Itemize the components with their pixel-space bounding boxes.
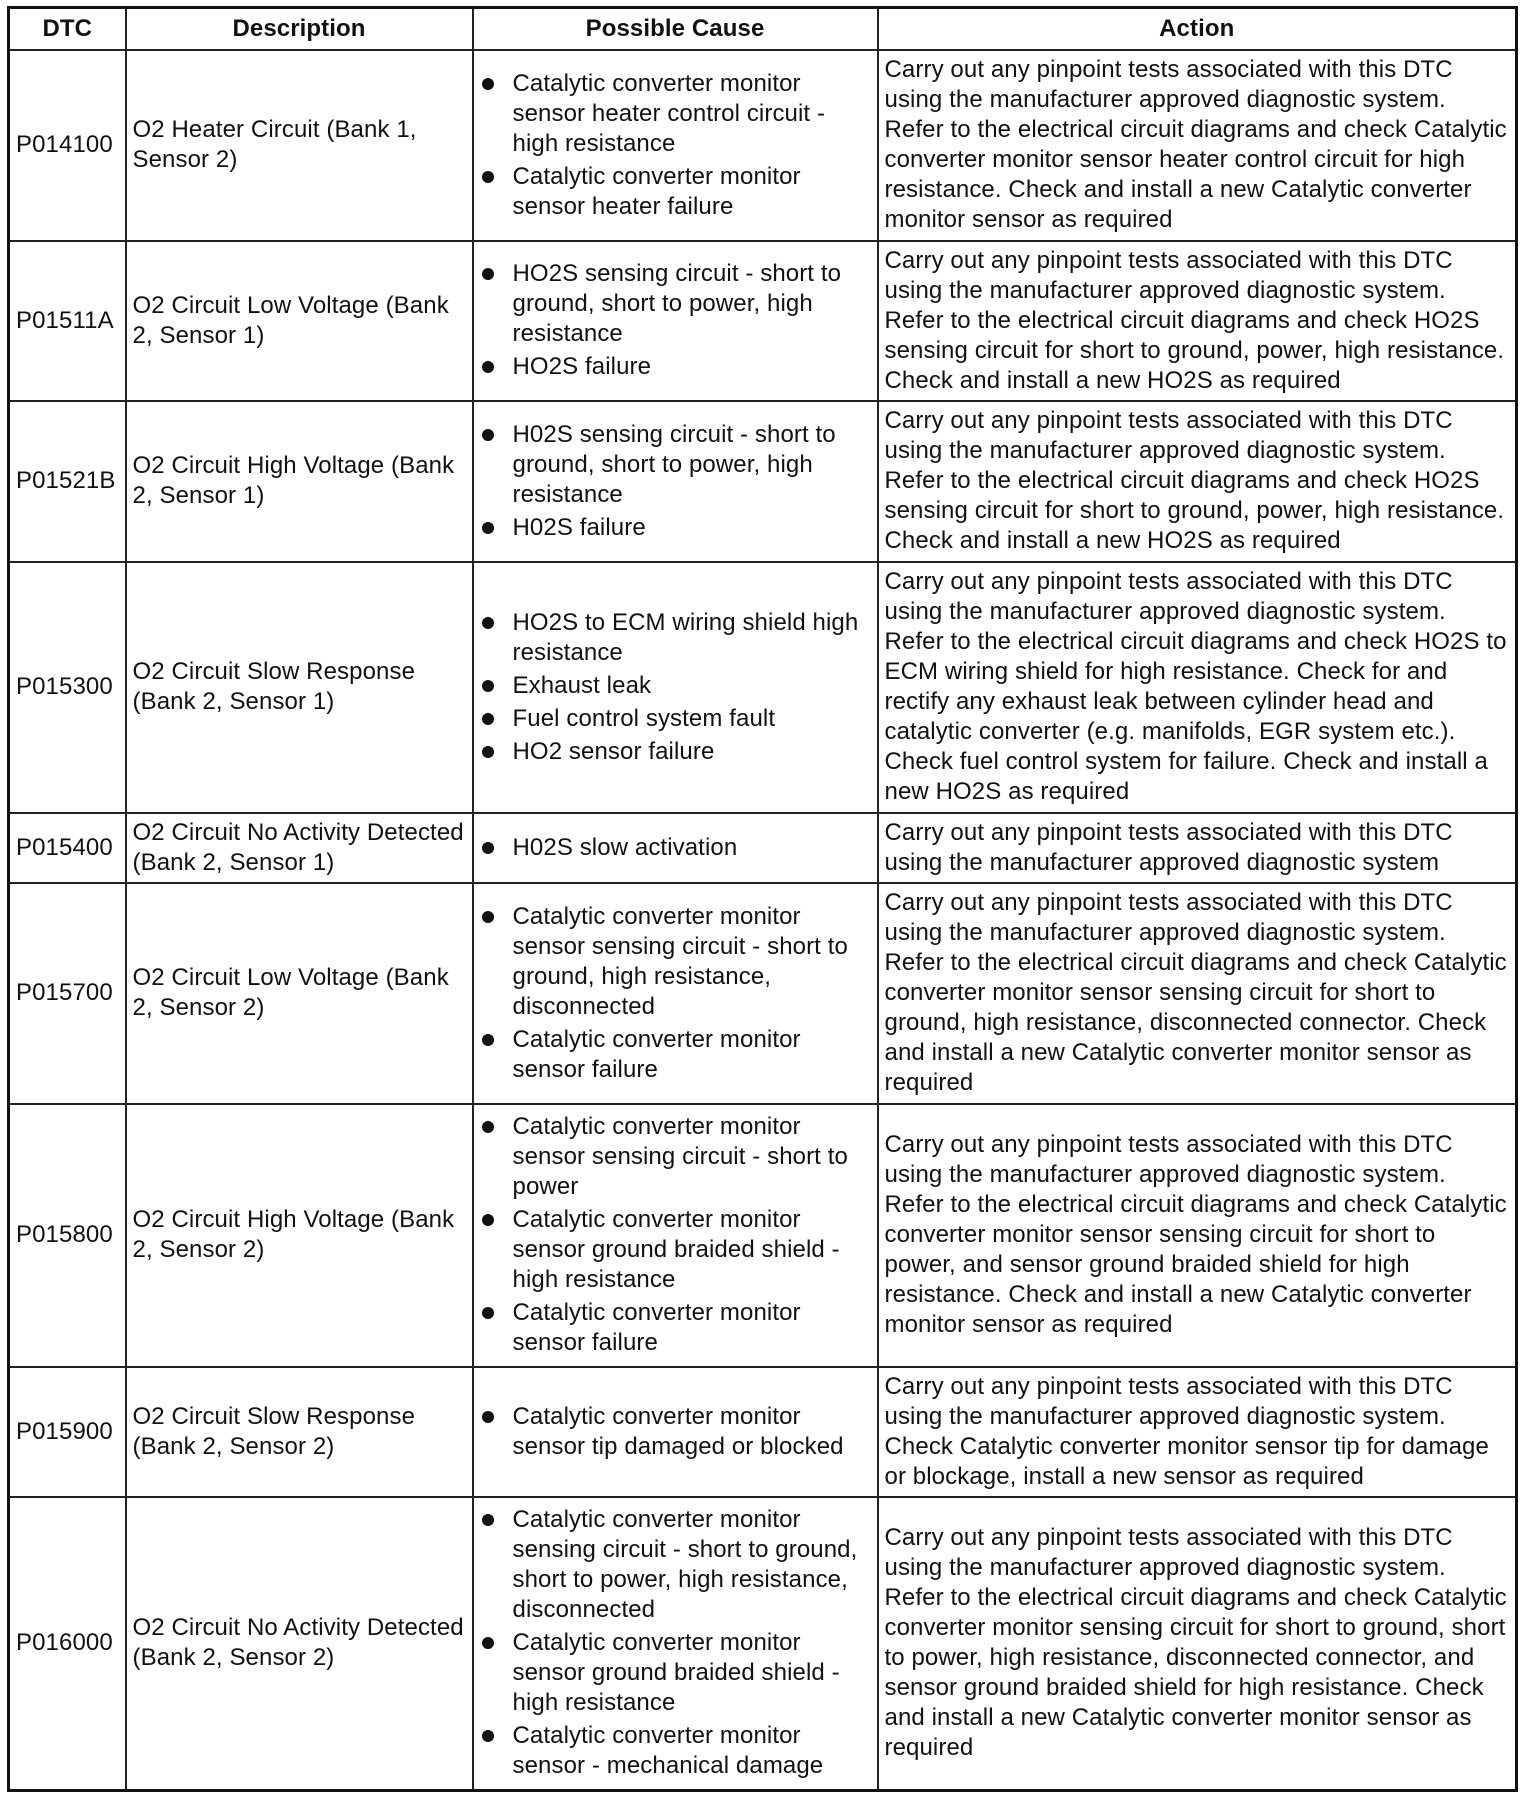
table-row xyxy=(9,813,1517,883)
action-text: Carry out any pinpoint tests associated with this DTC using the manufacturer approved diagnostic system. Refer to the electrical circuit diagrams and check HO2S sensing circuit for short to ground, power, high resistance. Check and install a new HO2S as required xyxy=(878,241,1517,402)
cause-item: Exhaust leak xyxy=(480,671,871,701)
dtc-description: O2 Circuit Slow Response (Bank 2, Sensor 1) xyxy=(126,562,473,813)
action-text: Carry out any pinpoint tests associated with this DTC using the manufacturer approved diagnostic system. Refer to the electrical circuit diagrams and check HO2S to ECM wiring shield for high resistance. Check for and rectify any exhaust leak between cylinder head and catalytic converter (e.g. manifolds, EGR system etc.). Check fuel control system for failure. Check and install a new HO2S as required xyxy=(878,562,1517,813)
table-row xyxy=(9,401,1517,562)
action-text: Carry out any pinpoint tests associated with this DTC using the manufacturer approved diagnostic system. Refer to the electrical circuit diagrams and check Catalytic converter monitor sensor heater control circuit for high resistance. Check and install a new Catalytic converter monitor sensor as required xyxy=(878,50,1517,241)
table-row xyxy=(9,1497,1517,1791)
cause-item: Catalytic converter monitor sensor sensing circuit - short to power xyxy=(480,1112,871,1202)
cause-item: HO2S to ECM wiring shield high resistance xyxy=(480,608,871,668)
action-text: Carry out any pinpoint tests associated with this DTC using the manufacturer approved diagnostic system. Refer to the electrical circuit diagrams and check HO2S sensing circuit for short to ground, power, high resistance. Check and install a new HO2S as required xyxy=(878,401,1517,562)
action-text: Carry out any pinpoint tests associated with this DTC using the manufacturer approved diagnostic system. Refer to the electrical circuit diagrams and check Catalytic converter monitor sensing circuit for short to ground, short to power, high resistance, disconnected connector, and sensor ground braided shield for high resistance. Check and install a new Catalytic converter monitor sensor as required xyxy=(878,1497,1517,1791)
cause-item: HO2S failure xyxy=(480,352,871,382)
dtc-code: P015400 xyxy=(9,813,126,883)
cause-item: HO2S sensing circuit - short to ground, short to power, high resistance xyxy=(480,259,871,349)
table-row xyxy=(9,1104,1517,1367)
dtc-code: P01521B xyxy=(9,401,126,562)
table-row xyxy=(9,562,1517,813)
cause-item: Catalytic converter monitor sensor heater failure xyxy=(480,162,871,222)
possible-causes xyxy=(473,241,878,402)
table-row xyxy=(9,1367,1517,1497)
possible-causes xyxy=(473,813,878,883)
cause-item: Catalytic converter monitor sensor tip damaged or blocked xyxy=(480,1402,871,1462)
dtc-description: O2 Circuit Low Voltage (Bank 2, Sensor 2) xyxy=(126,883,473,1104)
action-text: Carry out any pinpoint tests associated with this DTC using the manufacturer approved diagnostic system. Refer to the electrical circuit diagrams and check Catalytic converter monitor sensor sensing circuit for short to ground, high resistance, disconnected connector. Check and install a new Catalytic converter monitor sensor as required xyxy=(878,883,1517,1104)
action-text: Carry out any pinpoint tests associated with this DTC using the manufacturer approved diagnostic system. Refer to the electrical circuit diagrams and check Catalytic converter monitor sensor sensing circuit for short to power, and sensor ground braided shield for high resistance. Check and install a new Catalytic converter monitor sensor as required xyxy=(878,1104,1517,1367)
action-text: Carry out any pinpoint tests associated with this DTC using the manufacturer approved diagnostic system. Check Catalytic converter monitor sensor tip for damage or blockage, install a new sensor as required xyxy=(878,1367,1517,1497)
dtc-description: O2 Circuit No Activity Detected (Bank 2, Sensor 2) xyxy=(126,1497,473,1791)
header-description: Description xyxy=(126,8,473,51)
table-row xyxy=(9,883,1517,1104)
cause-item: H02S slow activation xyxy=(480,833,871,863)
dtc-code: P014100 xyxy=(9,50,126,241)
possible-causes xyxy=(473,1497,878,1791)
cause-item: Catalytic converter monitor sensor sensing circuit - short to ground, high resistance, disconnected xyxy=(480,902,871,1022)
dtc-description: O2 Circuit No Activity Detected (Bank 2, Sensor 1) xyxy=(126,813,473,883)
table-row xyxy=(9,50,1517,241)
cause-item: Catalytic converter monitor sensor - mechanical damage xyxy=(480,1721,871,1781)
header-action: Action xyxy=(878,8,1517,51)
dtc-code: P015700 xyxy=(9,883,126,1104)
dtc-description: O2 Circuit Slow Response (Bank 2, Sensor 2) xyxy=(126,1367,473,1497)
cause-item: Catalytic converter monitor sensor failure xyxy=(480,1298,871,1358)
cause-item: Fuel control system fault xyxy=(480,704,871,734)
cause-item: Catalytic converter monitor sensor heater control circuit - high resistance xyxy=(480,69,871,159)
dtc-description: O2 Heater Circuit (Bank 1, Sensor 2) xyxy=(126,50,473,241)
action-text: Carry out any pinpoint tests associated with this DTC using the manufacturer approved diagnostic system xyxy=(878,813,1517,883)
possible-causes xyxy=(473,562,878,813)
dtc-table xyxy=(7,6,1518,1792)
dtc-code: P015300 xyxy=(9,562,126,813)
cause-item: HO2 sensor failure xyxy=(480,737,871,767)
dtc-description: O2 Circuit Low Voltage (Bank 2, Sensor 1) xyxy=(126,241,473,402)
dtc-code: P015900 xyxy=(9,1367,126,1497)
cause-item: H02S sensing circuit - short to ground, short to power, high resistance xyxy=(480,420,871,510)
possible-causes xyxy=(473,1104,878,1367)
possible-causes xyxy=(473,401,878,562)
cause-item: Catalytic converter monitor sensor ground braided shield - high resistance xyxy=(480,1205,871,1295)
dtc-code: P015800 xyxy=(9,1104,126,1367)
dtc-code: P016000 xyxy=(9,1497,126,1791)
cause-item: Catalytic converter monitor sensor ground braided shield - high resistance xyxy=(480,1628,871,1718)
possible-causes xyxy=(473,1367,878,1497)
cause-item: H02S failure xyxy=(480,513,871,543)
cause-item: Catalytic converter monitor sensing circuit - short to ground, short to power, high resistance, disconnected xyxy=(480,1505,871,1625)
possible-causes xyxy=(473,883,878,1104)
dtc-code: P01511A xyxy=(9,241,126,402)
table-header-row xyxy=(9,8,1517,51)
table-row xyxy=(9,241,1517,402)
cause-item: Catalytic converter monitor sensor failure xyxy=(480,1025,871,1085)
dtc-description: O2 Circuit High Voltage (Bank 2, Sensor 1) xyxy=(126,401,473,562)
possible-causes xyxy=(473,50,878,241)
dtc-description: O2 Circuit High Voltage (Bank 2, Sensor 2) xyxy=(126,1104,473,1367)
header-dtc: DTC xyxy=(9,8,126,51)
header-possible-cause: Possible Cause xyxy=(473,8,878,51)
